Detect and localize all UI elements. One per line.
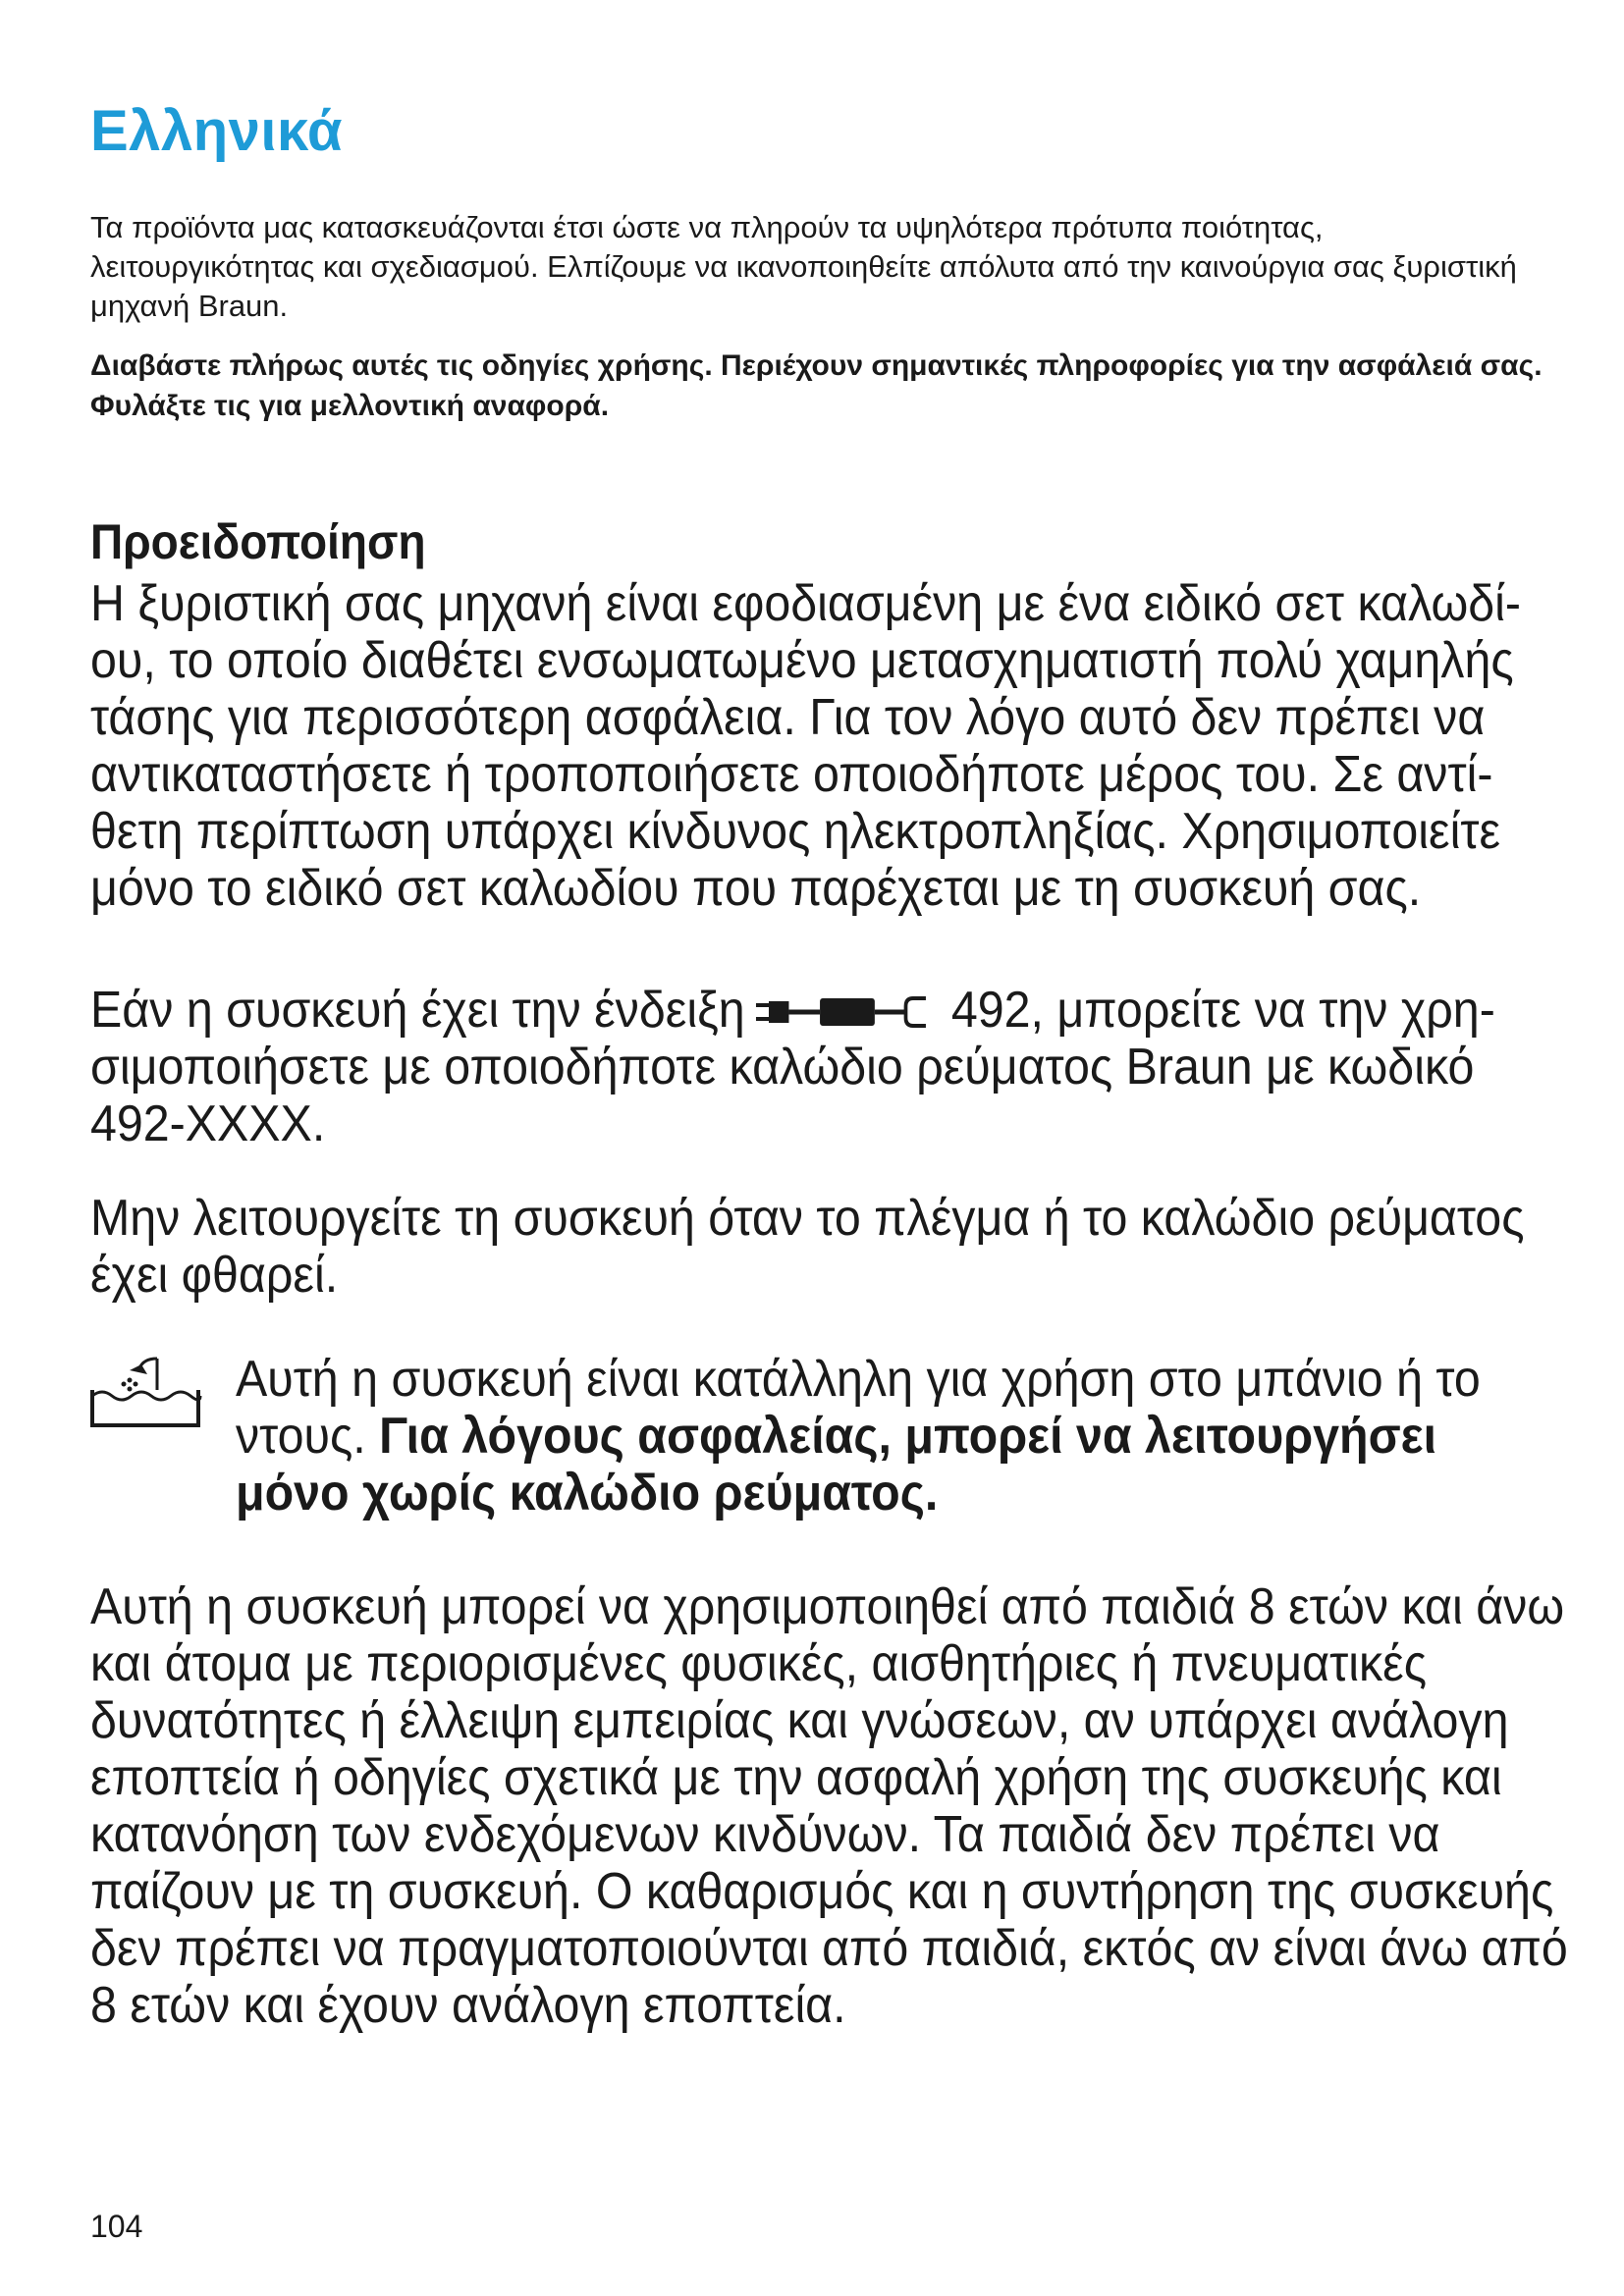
warning-paragraph-bathroom <box>236 1351 1560 1522</box>
cord-code-text-after: 492, μπορείτε να την χρη- σιμοποιήσετε με οποιοδήποτε καλώδιο ρεύματος Braun με κωδικό 492-XXXX. <box>90 982 1495 1152</box>
cord-code-text-before: Εάν η συσκευή έχει την ένδειξη <box>90 982 745 1039</box>
warning-paragraph-children: Αυτή η συσκευή μπορεί να χρησιμοποιηθεί από παιδιά 8 ετών και άνω και άτομα με περιορισμένες φυσικές, αισθητήριες ή πνευματικές δυνατότητες ή έλλειψη εμπειρίας και γνώσεων, αν υπάρχει ανάλογη εποπτεία ή οδηγίες σχετικά με την ασφαλή χρήση της συσκευής και κατανόηση των ενδεχόμενων κινδύνων. Τα παιδιά δεν πρέπει να παίζουν με τη συσκευή. Ο καθαρισμός και η συντήρηση της συσκευής δεν πρέπει να πραγματοποιούνται από παιδιά, εκτός αν είναι άνω από 8 ετών και έχουν ανάλογη εποπτεία. <box>90 1578 1568 2034</box>
read-instructions-notice: Διαβάστε πλήρως αυτές τις οδηγίες χρήσης. Περιέχουν σημαντικές πληροφορίες για την ασφάλειά σας. Φυλάξτε τις για μελλοντική αναφορά. <box>90 349 1543 422</box>
intro-paragraph: Τα προϊόντα μας κατασκευάζονται έτσι ώστε να πληρούν τα υψηλότερα πρότυπα ποιότητας, λειτουργικότητας και σχεδιασμού. Ελπίζουμε να ικανοποιηθείτε απόλυτα από την καινούργια σας ξυριστική μηχανή Braun. <box>90 210 1517 323</box>
language-title: Ελληνικά <box>90 99 344 163</box>
bathroom-text: Αυτή η συσκευή είναι κατάλληλη για χρήση στο μπάνιο ή το ντους. <box>236 1351 1481 1465</box>
warning-heading: Προειδοποίηση <box>90 514 426 569</box>
warning-paragraph-damaged: Μην λειτουργείτε τη συσκευή όταν το πλέγμα ή το καλώδιο ρεύματος έχει φθαρεί. <box>90 1190 1525 1304</box>
warning-paragraph-cord-set: Η ξυριστική σας μηχανή είναι εφοδιασμένη με ένα ειδικό σετ καλωδί- ου, το οποίο διαθέτει ενσωματωμένο μετασχηματιστή πολύ χαμηλής τάσης για περισσότερη ασφάλεια. Για τον λόγο αυτό δεν πρέπει να αντικαταστήσετε ή τροποποιήσετε οποιοδήποτε μέρος του. Σε αντί- θετη περίπτωση υπάρχει κίνδυνος ηλεκτροπληξίας. Χρησιμοποιείτε μόνο το ειδικό σετ καλωδίου που παρέχεται με τη συσκευή σας. <box>90 575 1521 917</box>
power-cord-icon <box>752 993 944 1033</box>
shower-bath-icon <box>86 1355 204 1433</box>
bathroom-safety-bold-text: Για λόγους ασφαλείας, μπορεί να λειτουργήσει μόνο χωρίς καλώδιο ρεύματος. <box>236 1408 1437 1522</box>
page-number: 104 <box>90 2209 143 2244</box>
warning-paragraph-cord-code <box>90 982 1551 1152</box>
